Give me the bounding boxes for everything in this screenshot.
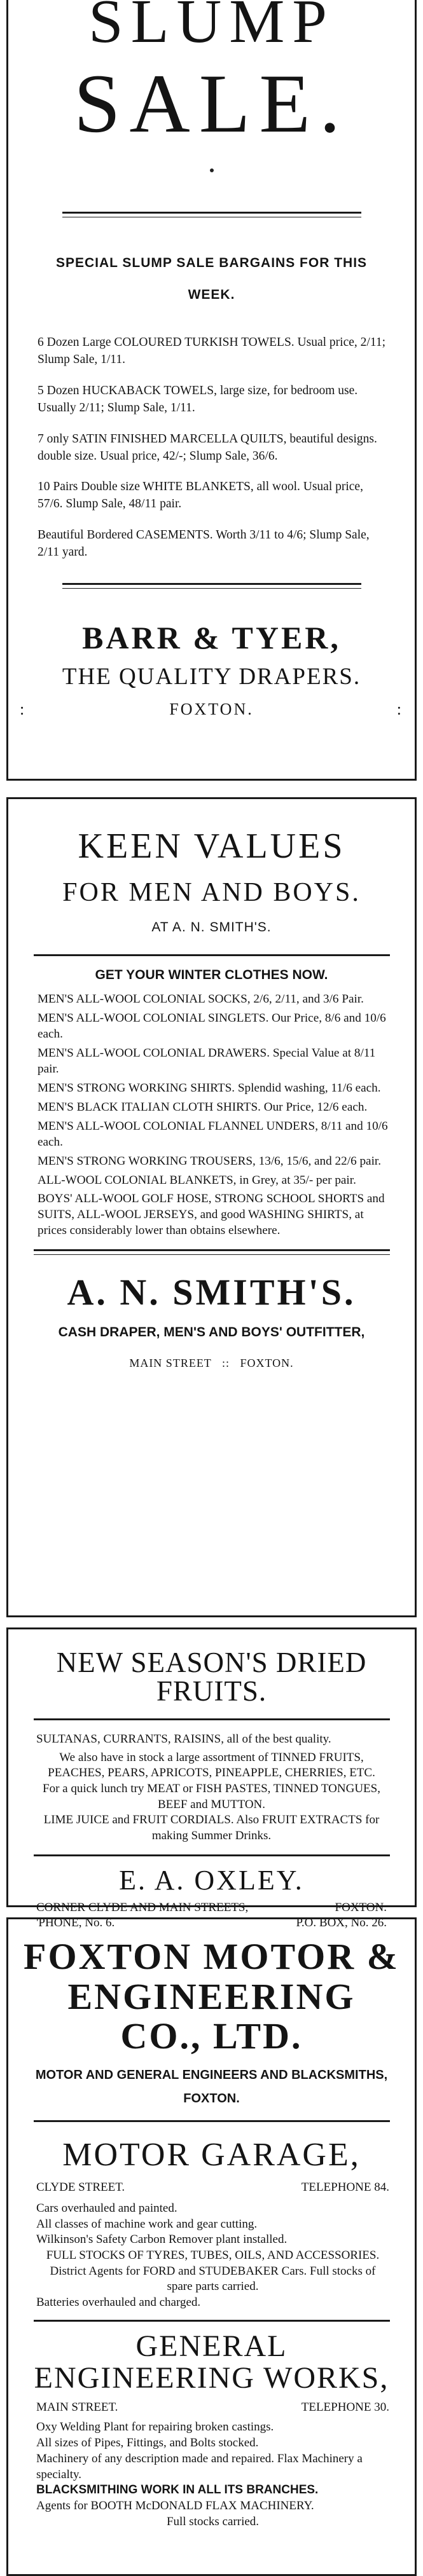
oxley-advertisement xyxy=(6,1627,417,1929)
garage-line: FULL STOCKS OF TYRES, TUBES, OILS, AND ACCESSORIES. xyxy=(46,2248,380,2262)
divider-rule xyxy=(34,1249,390,1251)
motor-town: FOXTON. xyxy=(183,2091,240,2106)
oxley-firm-name: E. A. OXLEY. xyxy=(119,1864,304,1896)
side-mark-right: : xyxy=(396,700,403,719)
works-lines xyxy=(8,2420,415,2530)
list-item: 6 Dozen Large COLOURED TURKISH TOWELS. Usual price, 2/11; Slump Sale, 1/11. xyxy=(38,336,386,366)
list-item: MEN'S ALL-WOOL COLONIAL SOCKS, 2/6, 2/11, and 3/6 Pair. xyxy=(38,992,364,1006)
smith-item-list xyxy=(8,992,415,1239)
slump-item-list xyxy=(8,334,415,561)
list-item: MEN'S ALL-WOOL COLONIAL FLANNEL UNDERS, 8/11 and 10/6 each. xyxy=(38,1119,388,1149)
works-line: Full stocks carried. xyxy=(166,2514,260,2528)
garage-line: Batteries overhauled and charged. xyxy=(36,2296,201,2309)
oxley-line: We also have in stock a large assortment of TINNED FRUITS, PEACHES, PEARS, APRICOTS, PINEAPPLE, CHERRIES, ETC. xyxy=(48,1750,375,1780)
list-item: Beautiful Bordered CASEMENTS. Worth 3/11 to 4/6; Slump Sale, 2/11 yard. xyxy=(38,528,370,559)
list-item: MEN'S BLACK ITALIAN CLOTH SHIRTS. Our Price, 12/6 each. xyxy=(38,1100,368,1114)
garage-line: District Agents for FORD and STUDEBAKER Cars. Full stocks of spare parts carried. xyxy=(50,2264,376,2294)
motor-title-line-2: ENGINEERING xyxy=(67,1975,356,2017)
list-item: MEN'S STRONG WORKING TROUSERS, 13/6, 15/6, and 22/6 pair. xyxy=(38,1154,382,1168)
smith-title-line-1: KEEN VALUES xyxy=(78,826,345,866)
works-line: Oxy Welding Plant for repairing broken castings. xyxy=(36,2420,274,2434)
firm-name: BARR & TYER, xyxy=(82,620,341,656)
smith-sub-heading: GET YOUR WINTER CLOTHES NOW. xyxy=(95,968,328,982)
list-item: MEN'S STRONG WORKING SHIRTS. Splendid washing, 11/6 each. xyxy=(38,1081,381,1095)
works-phone: TELEPHONE 30. xyxy=(301,2401,389,2415)
slump-subtitle-line-2: WEEK. xyxy=(188,287,235,302)
smith-firm-name: A. N. SMITH'S. xyxy=(67,1271,356,1313)
works-line: Machinery of any description made and repaired. Flax Machinery a specialty. xyxy=(36,2451,363,2481)
works-line: All sizes of Pipes, Fittings, and Bolts stocked. xyxy=(36,2436,259,2450)
garage-line: Cars overhauled and painted. xyxy=(36,2201,177,2215)
side-mark-left: : xyxy=(20,700,27,719)
smith-town: FOXTON. xyxy=(240,1357,294,1370)
garage-phone: TELEPHONE 84. xyxy=(301,2180,389,2194)
divider-rule xyxy=(34,1854,390,1856)
works-street: MAIN STREET. xyxy=(36,2401,118,2415)
motor-title-line-3: CO., LTD. xyxy=(120,2015,303,2057)
divider-rule xyxy=(62,583,361,585)
smith-at-line: AT A. N. SMITH'S. xyxy=(151,920,272,935)
list-item: MEN'S ALL-WOOL COLONIAL DRAWERS. Special Value at 8/11 pair. xyxy=(38,1046,376,1076)
divider-rule xyxy=(62,212,361,214)
divider-rule xyxy=(34,2120,390,2122)
divider-rule-thin xyxy=(62,588,361,589)
slump-sale-advertisement xyxy=(6,0,417,781)
firm-town: FOXTON. xyxy=(169,700,254,719)
list-item: 7 only SATIN FINISHED MARCELLA QUILTS, beautiful designs. double size. Usual price, 42/-; Slump Sale, 36/6. xyxy=(38,432,377,463)
oxley-phone: 'PHONE, No. 6. xyxy=(36,1915,115,1929)
works-line: Agents for BOOTH McDONALD FLAX MACHINERY. xyxy=(36,2498,314,2512)
garage-title: MOTOR GARAGE, xyxy=(62,2136,361,2173)
oxley-po-box: P.O. BOX, No. 26. xyxy=(296,1915,387,1929)
oxley-line: LIME JUICE and FRUIT CORDIALS. Also FRUIT EXTRACTS for making Summer Drinks. xyxy=(43,1813,380,1843)
foxton-motor-advertisement xyxy=(6,1917,417,2576)
garage-street: CLYDE STREET. xyxy=(36,2180,125,2194)
garage-lines xyxy=(8,2201,415,2311)
smith-description: CASH DRAPER, MEN'S AND BOYS' OUTFITTER, xyxy=(58,1325,365,1340)
oxley-town: FOXTON. xyxy=(335,1900,387,1914)
decorative-dot xyxy=(210,168,214,172)
divider-rule xyxy=(34,954,390,956)
list-item: 10 Pairs Double size WHITE BLANKETS, all wool. Usual price, 57/6. Slump Sale, 48/11 pair. xyxy=(38,480,363,511)
garage-line: All classes of machine work and gear cutting. xyxy=(36,2217,258,2231)
list-item: ALL-WOOL COLONIAL BLANKETS, in Grey, at 35/- per pair. xyxy=(38,1173,356,1187)
smith-address xyxy=(8,1357,415,1370)
divider-rule xyxy=(34,1718,390,1720)
sale-title: SALE. xyxy=(74,57,349,150)
oxley-line: SULTANAS, CURRANTS, RAISINS, all of the best quality. xyxy=(36,1732,331,1746)
slump-subtitle-line-1: SPECIAL SLUMP SALE BARGAINS FOR THIS xyxy=(55,256,368,270)
motor-description: MOTOR AND GENERAL ENGINEERS AND BLACKSMITHS, xyxy=(35,2067,388,2082)
firm-tagline: THE QUALITY DRAPERS. xyxy=(62,664,361,690)
oxley-line: For a quick lunch try MEAT or FISH PASTES, TINNED TONGUES, BEEF and MUTTON. xyxy=(43,1782,380,1811)
works-title: GENERAL ENGINEERING WORKS, xyxy=(34,2329,389,2395)
garage-line: Wilkinson's Safety Carbon Remover plant installed. xyxy=(36,2233,288,2247)
oxley-lines xyxy=(8,1732,415,1844)
divider-rule xyxy=(34,2320,390,2322)
works-line: BLACKSMITHING WORK IN ALL ITS BRANCHES. xyxy=(36,2483,319,2497)
smith-address-separator: :: xyxy=(221,1357,230,1370)
smith-advertisement xyxy=(6,797,417,1617)
smith-street: MAIN STREET xyxy=(129,1357,212,1370)
motor-title-line-1: FOXTON MOTOR & xyxy=(24,1936,399,1977)
oxley-title: NEW SEASON'S DRIED FRUITS. xyxy=(56,1647,367,1707)
list-item: MEN'S ALL-WOOL COLONIAL SINGLETS. Our Price, 8/6 and 10/6 each. xyxy=(38,1011,386,1041)
list-item: BOYS' ALL-WOOL GOLF HOSE, STRONG SCHOOL SHORTS and SUITS, ALL-WOOL JERSEYS, and good WASHING SHIRTS, at prices considerably lower than obtains elsewhere. xyxy=(38,1192,385,1238)
list-item: 5 Dozen HUCKABACK TOWELS, large size, for bedroom use. Usually 2/11; Slump Sale, 1/11. xyxy=(38,383,358,414)
divider-rule-thin xyxy=(34,1254,390,1255)
slump-title: SLUMP xyxy=(88,0,335,56)
oxley-address: CORNER CLYDE AND MAIN STREETS, xyxy=(36,1900,249,1914)
smith-title-line-2: FOR MEN AND BOYS. xyxy=(62,878,361,907)
